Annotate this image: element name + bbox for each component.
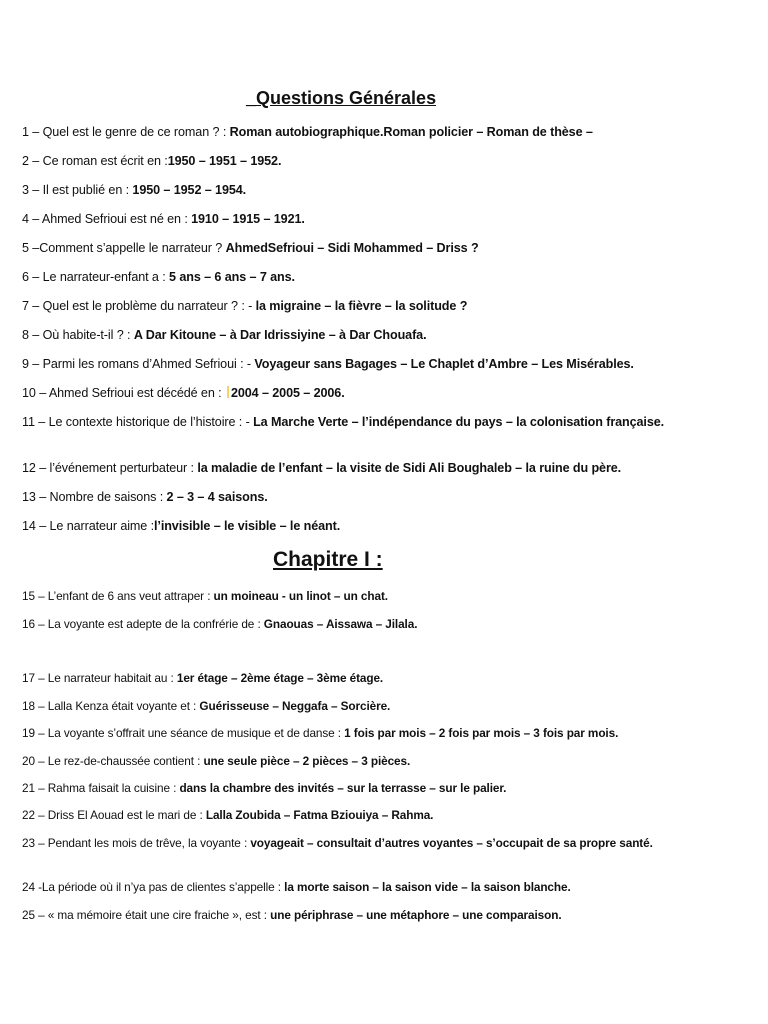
answer-choices: dans la chambre des invités – sur la terrasse – sur le palier. xyxy=(179,781,507,795)
question-13 xyxy=(22,488,682,506)
question-4 xyxy=(22,210,682,228)
question-1 xyxy=(22,123,682,141)
answer-choices: la migraine – la fièvre – la solitude ? xyxy=(255,299,468,313)
question-text: 7 – Quel est le problème du narrateur ? : - xyxy=(22,299,256,313)
question-text: 21 – Rahma faisait la cuisine : xyxy=(22,781,180,795)
answer-choices: 1950 – 1951 – 1952. xyxy=(167,154,282,168)
question-text: 15 – L’enfant de 6 ans veut attraper : xyxy=(22,589,214,603)
question-5 xyxy=(22,239,682,257)
answer-choices: un moineau - un linot – un chat. xyxy=(213,589,388,603)
question-text: 11 – Le contexte historique de l’histoire : - xyxy=(22,415,254,429)
question-9 xyxy=(22,355,682,373)
question-11 xyxy=(22,413,682,431)
question-12 xyxy=(22,459,682,477)
question-7 xyxy=(22,297,682,315)
answer-choices: Voyageur sans Bagages – Le Chaplet d’Ambre – Les Misérables. xyxy=(254,357,634,371)
question-14 xyxy=(22,517,682,535)
question-text: 16 – La voyante est adepte de la confrérie de : xyxy=(22,617,264,631)
question-2 xyxy=(22,152,682,170)
question-text: 6 – Le narrateur-enfant a : xyxy=(22,270,170,284)
question-text: 3 – Il est publié en : xyxy=(22,183,133,197)
answer-choices: Gnaouas – Aissawa – Jilala. xyxy=(263,617,418,631)
question-text: 10 – Ahmed Sefrioui est décédé en : xyxy=(22,386,225,400)
question-text: 12 – l’événement perturbateur : xyxy=(22,461,198,475)
text-cursor-highlight xyxy=(227,386,229,398)
question-text: 9 – Parmi les romans d’Ahmed Sefrioui : - xyxy=(22,357,255,371)
question-text: 14 – Le narrateur aime : xyxy=(22,519,155,533)
question-text: 25 – « ma mémoire était une cire fraiche », est : xyxy=(22,908,271,922)
question-text: 18 – Lalla Kenza était voyante et : xyxy=(22,699,200,713)
answer-choices: l’invisible – le visible – le néant. xyxy=(154,519,341,533)
answer-choices: 1 fois par mois – 2 fois par mois – 3 fois par mois. xyxy=(344,726,619,740)
answer-choices: la maladie de l’enfant – la visite de Sidi Ali Boughaleb – la ruine du père. xyxy=(197,461,622,475)
answer-choices: 1er étage – 2ème étage – 3ème étage. xyxy=(176,671,384,685)
question-6 xyxy=(22,268,682,286)
question-text: 2 – Ce roman est écrit en : xyxy=(22,154,168,168)
question-22 xyxy=(22,806,682,824)
question-25 xyxy=(22,906,682,924)
question-text: 8 – Où habite-t-il ? : xyxy=(22,328,134,342)
question-17 xyxy=(22,669,682,687)
question-19 xyxy=(22,724,682,742)
question-text: 4 – Ahmed Sefrioui est né en : xyxy=(22,212,192,226)
question-21 xyxy=(22,779,682,797)
question-20 xyxy=(22,752,682,770)
question-text: 20 – Le rez-de-chaussée contient : xyxy=(22,754,204,768)
answer-choices: A Dar Kitoune – à Dar Idrissiyine – à Dar Chouafa. xyxy=(133,328,427,342)
answer-choices: voyageait – consultait d’autres voyantes – s’occupait de sa propre santé. xyxy=(250,836,653,850)
answer-choices: La Marche Verte – l’indépendance du pays – la colonisation française. xyxy=(253,415,665,429)
answer-choices: Roman autobiographique.Roman policier – Roman de thèse – xyxy=(229,125,593,139)
answer-choices: 5 ans – 6 ans – 7 ans. xyxy=(169,270,295,284)
question-8 xyxy=(22,326,682,344)
question-text: 1 – Quel est le genre de ce roman ? : xyxy=(22,125,230,139)
question-text: 22 – Driss El Aouad est le mari de : xyxy=(22,808,206,822)
question-15 xyxy=(22,587,682,605)
answer-choices: 1910 – 1915 – 1921. xyxy=(191,212,305,226)
question-18 xyxy=(22,697,682,715)
answer-choices: Lalla Zoubida – Fatma Bziouiya – Rahma. xyxy=(205,808,434,822)
answer-choices: Guérisseuse – Neggafa – Sorcière. xyxy=(199,699,391,713)
question-24 xyxy=(22,878,682,896)
answer-choices: 2004 – 2005 – 2006. xyxy=(230,386,345,400)
heading-questions-generales: _Questions Générales xyxy=(246,88,437,108)
question-16 xyxy=(22,615,682,633)
question-text: 24 -La période où il n’ya pas de clientes s’appelle : xyxy=(22,880,285,894)
question-text: 5 –Comment s’appelle le narrateur ? xyxy=(22,241,226,255)
answer-choices: une seule pièce – 2 pièces – 3 pièces. xyxy=(203,754,411,768)
question-23 xyxy=(22,834,682,852)
answer-choices: la morte saison – la saison vide – la saison blanche. xyxy=(284,880,571,894)
question-text: 17 – Le narrateur habitait au : xyxy=(22,671,177,685)
question-3 xyxy=(22,181,682,199)
answer-choices: 2 – 3 – 4 saisons. xyxy=(166,490,268,504)
question-10 xyxy=(22,384,682,402)
answer-choices: AhmedSefrioui – Sidi Mohammed – Driss ? xyxy=(225,241,479,255)
question-text: 19 – La voyante s’offrait une séance de musique et de danse : xyxy=(22,726,345,740)
answer-choices: 1950 – 1952 – 1954. xyxy=(132,183,247,197)
question-text: 13 – Nombre de saisons : xyxy=(22,490,167,504)
answer-choices: une périphrase – une métaphore – une comparaison. xyxy=(270,908,562,922)
heading-chapitre-1: Chapitre I : xyxy=(273,548,383,571)
question-text: 23 – Pendant les mois de trêve, la voyante : xyxy=(22,836,251,850)
